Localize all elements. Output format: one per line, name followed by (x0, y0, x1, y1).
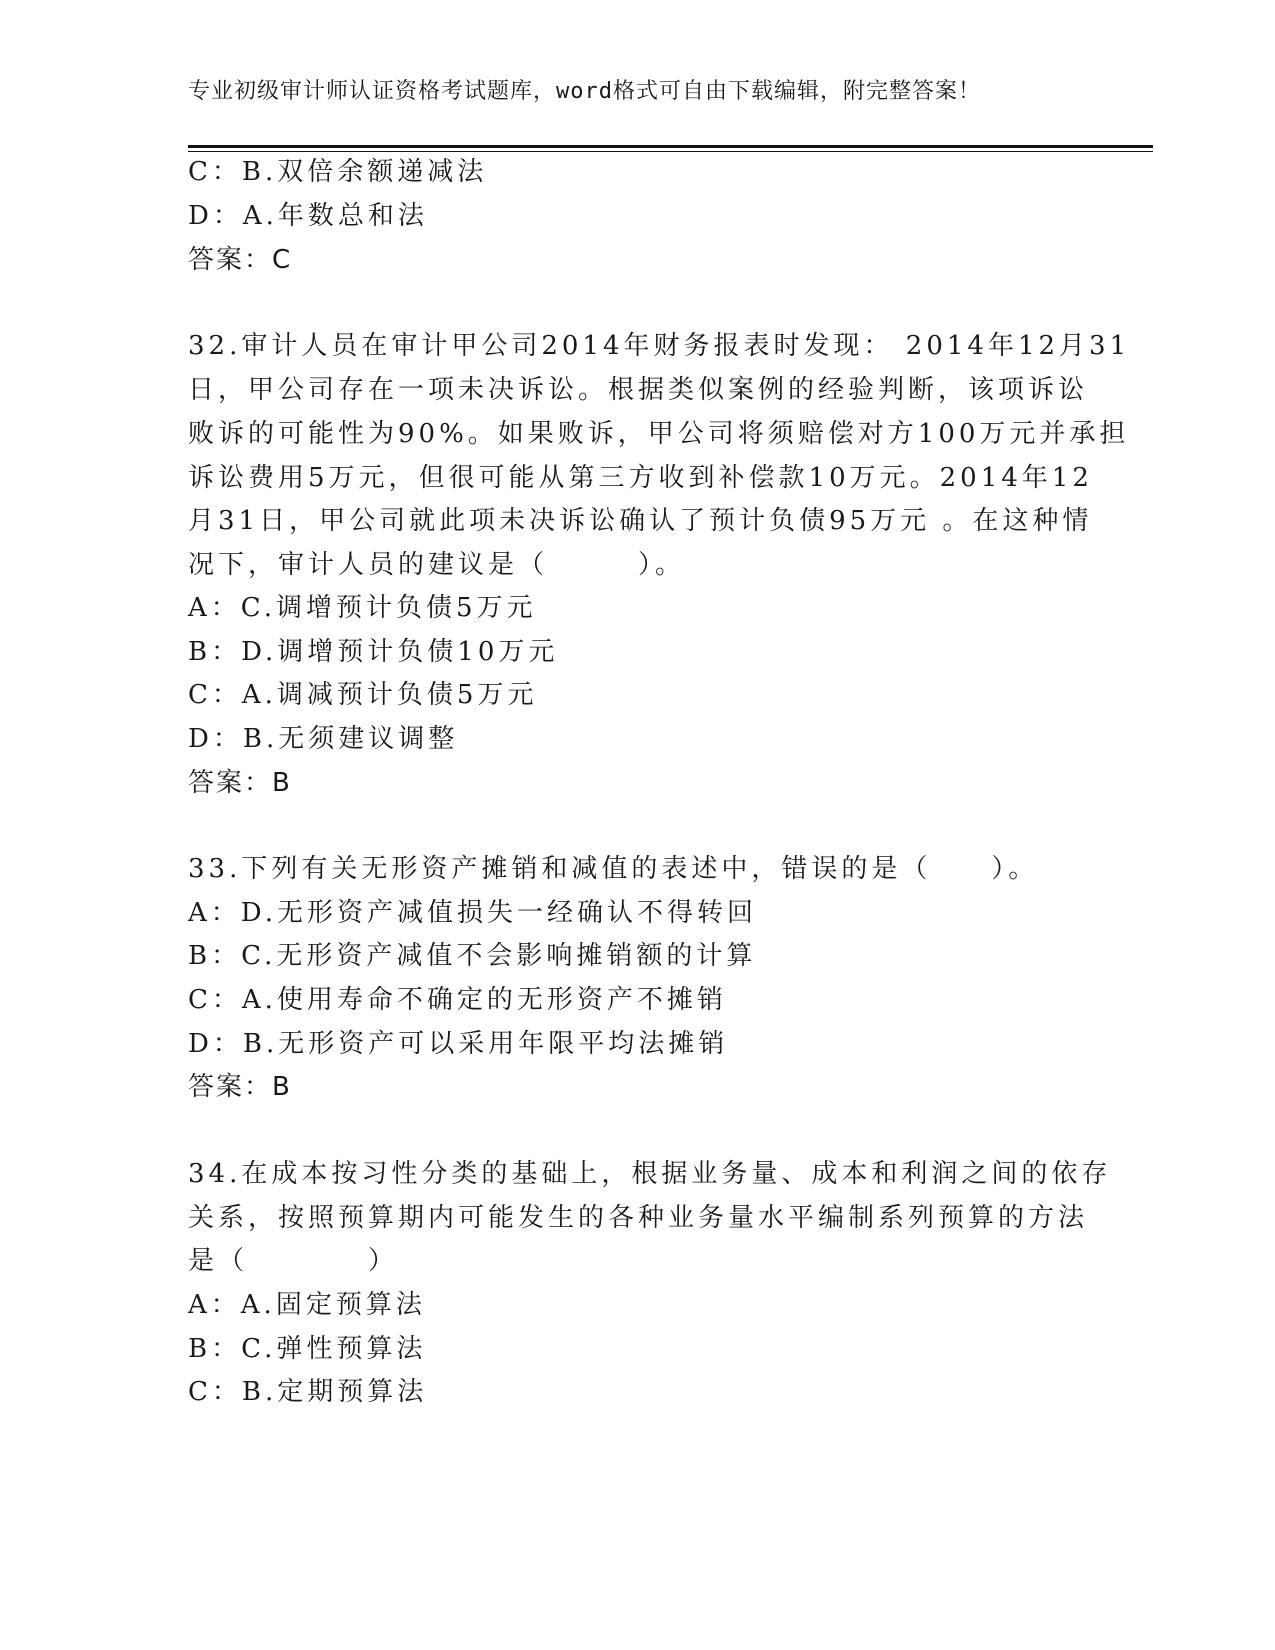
header-rule-thick (188, 145, 1153, 148)
q34-option-b: B：C.弹性预算法 (188, 1334, 427, 1364)
q32-option-d: D：B.无须建议调整 (188, 724, 459, 754)
q32-option-b: B：D.调增预计负债10万元 (188, 637, 559, 667)
prev-option-d: D：A.年数总和法 (188, 201, 428, 231)
q32-text-line-6: 况下，审计人员的建议是（ ）。 (188, 550, 686, 580)
q32-answer: 答案：B (188, 768, 292, 798)
q32-text-line-4: 诉讼费用5万元，但很可能从第三方收到补偿款10万元。2014年12 (188, 463, 1093, 493)
prev-answer: 答案：C (188, 245, 293, 275)
header-rule-thin (188, 151, 1153, 152)
q32-text-line-3: 败诉的可能性为90%。如果败诉，甲公司将须赔偿对方100万元并承担 (188, 419, 1130, 449)
q34-text-line-3: 是（ ） (188, 1246, 399, 1276)
q33-option-c: C：A.使用寿命不确定的无形资产不摊销 (188, 985, 727, 1015)
q32-text-line-1: 32.审计人员在审计甲公司2014年财务报表时发现： 2014年12月31 (188, 331, 1131, 361)
q33-option-b: B：C.无形资产减值不会影响摊销额的计算 (188, 941, 757, 971)
q34-text-line-2: 关系，按照预算期内可能发生的各种业务量水平编制系列预算的方法 (188, 1203, 1089, 1233)
q33-option-d: D：B.无形资产可以采用年限平均法摊销 (188, 1029, 729, 1059)
q34-option-a: A：A.固定预算法 (188, 1290, 426, 1320)
q32-text-line-2: 日，甲公司存在一项未决诉讼。根据类似案例的经验判断，该项诉讼 (188, 375, 1089, 405)
q32-option-c: C：A.调减预计负债5万元 (188, 680, 538, 710)
q33-option-a: A：D.无形资产减值损失一经确认不得转回 (188, 898, 757, 928)
q34-text-line-1: 34.在成本按习性分类的基础上，根据业务量、成本和利润之间的依存 (188, 1159, 1112, 1189)
q34-option-c: C：B.定期预算法 (188, 1377, 428, 1407)
page-header: 专业初级审计师认证资格考试题库，word格式可自由下载编辑，附完整答案！ (188, 79, 981, 104)
prev-option-c: C：B.双倍余额递减法 (188, 157, 488, 187)
q33-answer: 答案：B (188, 1072, 292, 1102)
q32-text-line-5: 月31日，甲公司就此项未决诉讼确认了预计负债95万元 。在这种情 (188, 506, 1093, 536)
q33-text-line-1: 33.下列有关无形资产摊销和减值的表述中，错误的是（ ）。 (188, 854, 1039, 884)
q32-option-a: A：C.调增预计负债5万元 (188, 593, 537, 623)
